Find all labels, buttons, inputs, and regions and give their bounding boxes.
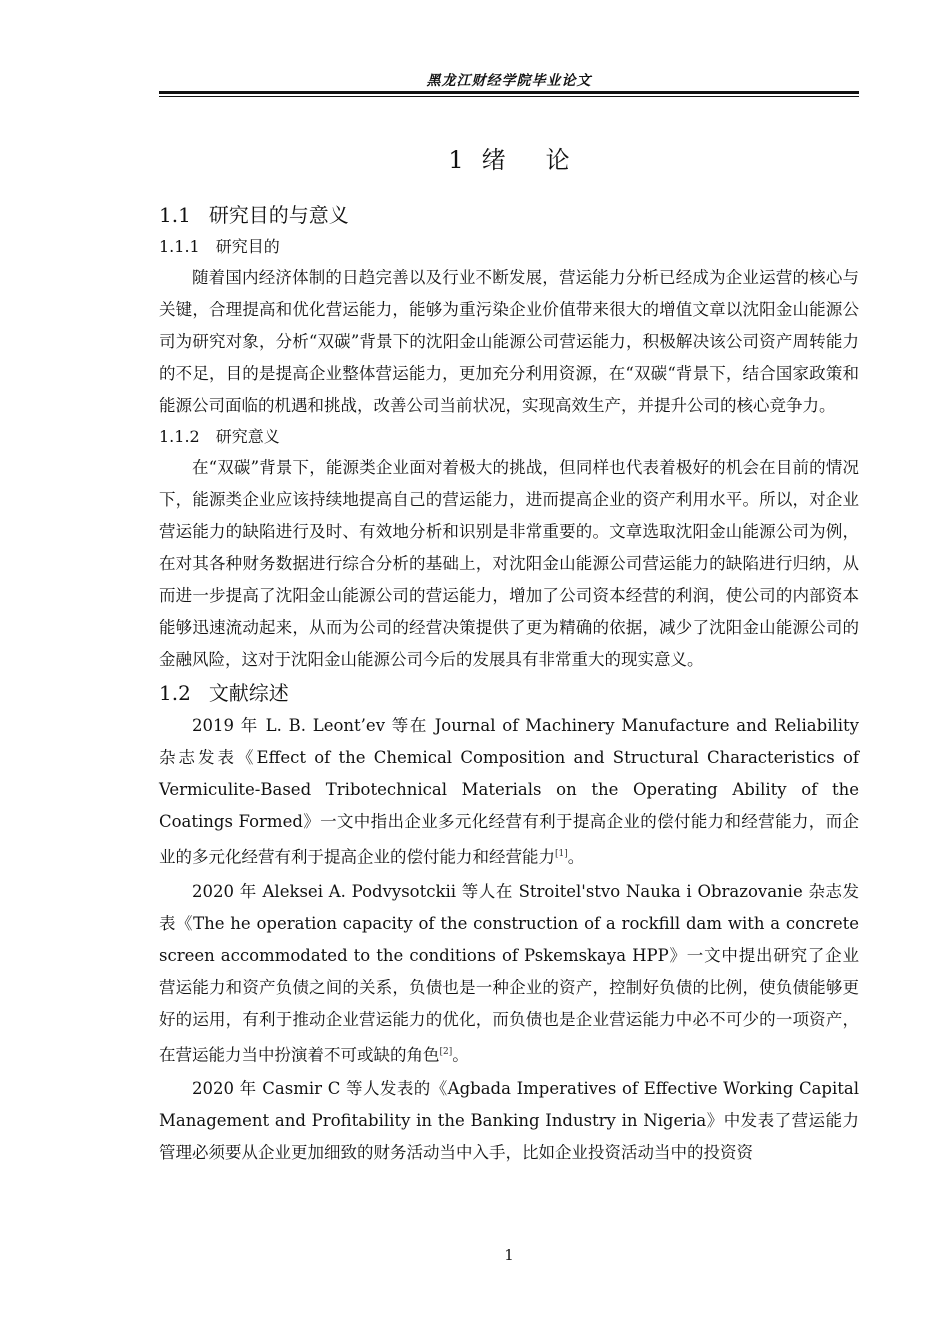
section-title: 研究意义 (215, 427, 280, 446)
section-title: 文献综述 (208, 681, 289, 705)
paragraph-literature-3: 2020 年 Casmir C 等人发表的《Agbada Imperatives of Effective Working Capital Management and Profitability in the Banking Industry in Nigeria》中发表了营运能力管理必须要从企业更加细致的财务活动当中入手，比如企业投资活动当中的投资资 (159, 1079, 859, 1162)
header-rule-thin (159, 96, 859, 97)
paragraph-literature-1 (159, 710, 859, 874)
paragraph-end: 。 (452, 1045, 469, 1064)
paragraph-end: 。 (567, 847, 585, 867)
section-title: 研究目的与意义 (208, 203, 349, 227)
paragraph-research-purpose: 随着国内经济体制的日趋完善以及行业不断发展，营运能力分析已经成为企业运营的核心与关键，合理提高和优化营运能力，能够为重污染企业价值带来很大的增值文章以沈阳金山能源公司为研究对象，分析“双碳”背景下的沈阳金山能源公司营运能力，积极解决该公司资产周转能力的不足，目的是提高企业整体营运能力，更加充分利用资源，在“双碳“背景下，结合国家政策和能源公司面临的机遇和挑战，改善公司当前状况，实现高效生产，并提升公司的核心竞争力。 (159, 268, 859, 415)
section-heading-1-1 (159, 198, 859, 232)
section-title: 研究目的 (215, 237, 280, 256)
section-number: 1.1 (159, 203, 191, 227)
chapter-title-part1: 绪 (481, 146, 506, 174)
body-content (159, 198, 859, 1169)
paragraph-text: 2019 年 L. B. Leont’ev 等在 Journal of Machinery Manufacture and Reliability 杂志发表《Effect of the Chemical Composition and Structural Characteristics of Vermiculite-Based Tribotechnical Materials on the Operating Ability of the Coatings Formed》一文中指出企业多元化经营有利于提高企业的偿付能力和经营能力，而企业的多元化经营有利于提高企业的偿付能力和经营能力 (159, 716, 859, 867)
paragraph-text: 2020 年 Aleksei A. Podvysotckii 等人在 Stroitel'stvo Nauka i Obrazovanie 杂志发表《The he operation capacity of the construction of a rockfill dam with a concrete screen accommodated to the conditions of Pskemskaya HPP》一文中提出研究了企业营运能力和资产负债之间的关系，负债也是一种企业的资产，控制好负债的比例，使负债能够更好的运用，有利于推动企业营运能力的优化，而负债也是企业营运能力中必不可少的一项资产，在营运能力当中扮演着不可或缺的角色 (159, 881, 859, 1064)
section-heading-1-2 (159, 676, 859, 710)
chapter-title-part2: 论 (545, 146, 570, 174)
chapter-number: 1 (448, 146, 464, 174)
header-rule-thick (159, 91, 859, 94)
section-heading-1-1-2 (159, 422, 859, 452)
citation-marker: [1] (555, 849, 568, 859)
chapter-title (159, 140, 859, 175)
citation-marker: [2] (439, 1046, 453, 1057)
section-number: 1.1.1 (159, 237, 200, 256)
paragraph-research-significance: 在“双碳”背景下，能源类企业面对着极大的挑战，但同样也代表着极好的机会在目前的情况下，能源类企业应该持续地提高自己的营运能力，进而提高企业的资产利用水平。所以，对企业营运能力的缺陷进行及时、有效地分析和识别是非常重要的。文章选取沈阳金山能源公司为例，在对其各种财务数据进行综合分析的基础上，对沈阳金山能源公司营运能力的缺陷进行归纳，从而进一步提高了沈阳金山能源公司的营运能力，增加了公司资本经营的利润，使公司的内部资本能够迅速流动起来，从而为公司的经营决策提供了更为精确的依据，减少了沈阳金山能源公司的金融风险，这对于沈阳金山能源公司今后的发展具有非常重大的现实意义。 (159, 458, 859, 669)
page-number: 1 (504, 1246, 514, 1264)
paragraph-literature-2 (159, 876, 859, 1072)
running-header: 黑龙江财经学院毕业论文 (426, 73, 592, 89)
section-number: 1.2 (159, 681, 191, 705)
section-number: 1.1.2 (159, 427, 200, 446)
section-heading-1-1-1 (159, 232, 859, 262)
